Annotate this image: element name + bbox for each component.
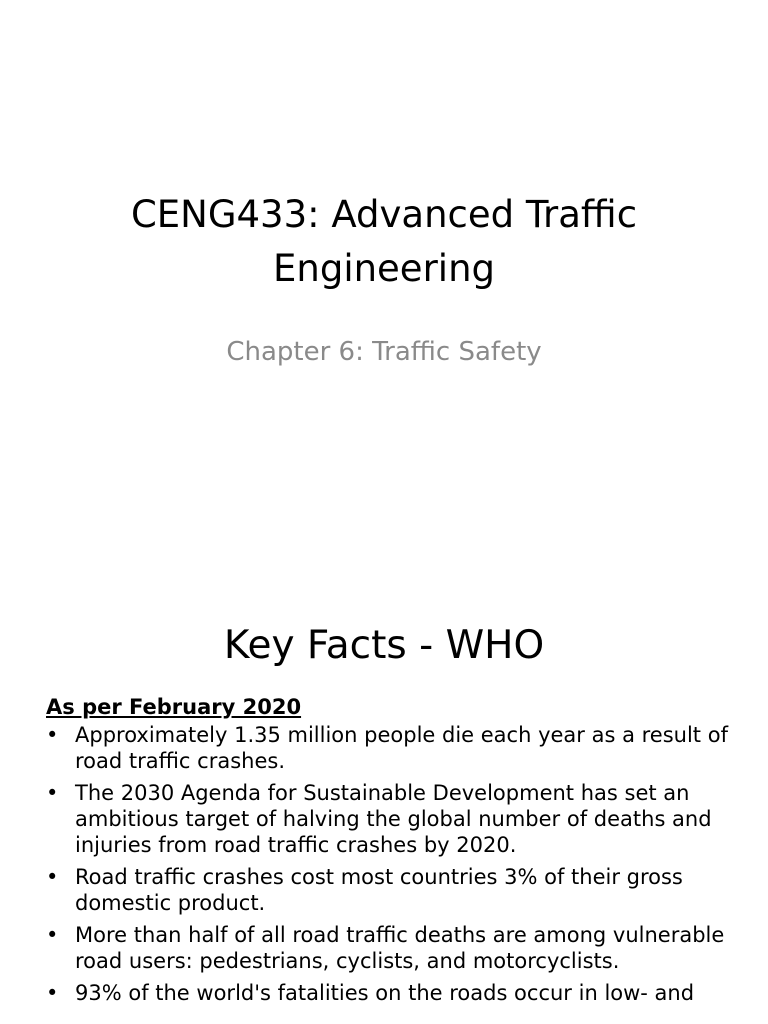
slide-title-line-2: Engineering — [273, 247, 495, 290]
key-facts-content — [46, 694, 736, 1012]
bullet-item — [46, 864, 736, 916]
bullet-icon: • — [46, 781, 59, 805]
key-facts-title: Key Facts - WHO — [223, 623, 545, 668]
bullet-item — [46, 922, 736, 974]
slide-title-line-1: CENG433: Advanced Traffic — [130, 193, 638, 236]
bullet-icon: • — [46, 923, 59, 947]
bullet-icon: • — [46, 981, 59, 1005]
key-facts-slide — [0, 576, 768, 1024]
bullet-text: 93% of the world's fatalities on the roads occur in low- and — [75, 981, 695, 1005]
bullet-icon: • — [46, 865, 59, 889]
bullet-item — [46, 980, 736, 1006]
bullet-icon: • — [46, 723, 59, 747]
bullet-text: Approximately 1.35 million people die each year as a result of road traffic crashes. — [75, 723, 728, 773]
slide-title — [0, 188, 768, 296]
bullet-text: The 2030 Agenda for Sustainable Development has set an ambitious target of halving the global number of deaths and injuries from road traffic crashes by 2020. — [75, 781, 712, 857]
bullet-list — [46, 722, 736, 1006]
bullet-item — [46, 722, 736, 774]
bullet-item — [46, 780, 736, 858]
slide-subtitle: Chapter 6: Traffic Safety — [226, 337, 542, 367]
section-heading: As per February 2020 — [46, 695, 302, 719]
bullet-text: More than half of all road traffic deaths are among vulnerable road users: pedestrians, cyclists, and motorcyclists. — [75, 923, 725, 973]
bullet-text: Road traffic crashes cost most countries 3% of their gross domestic product. — [75, 865, 683, 915]
